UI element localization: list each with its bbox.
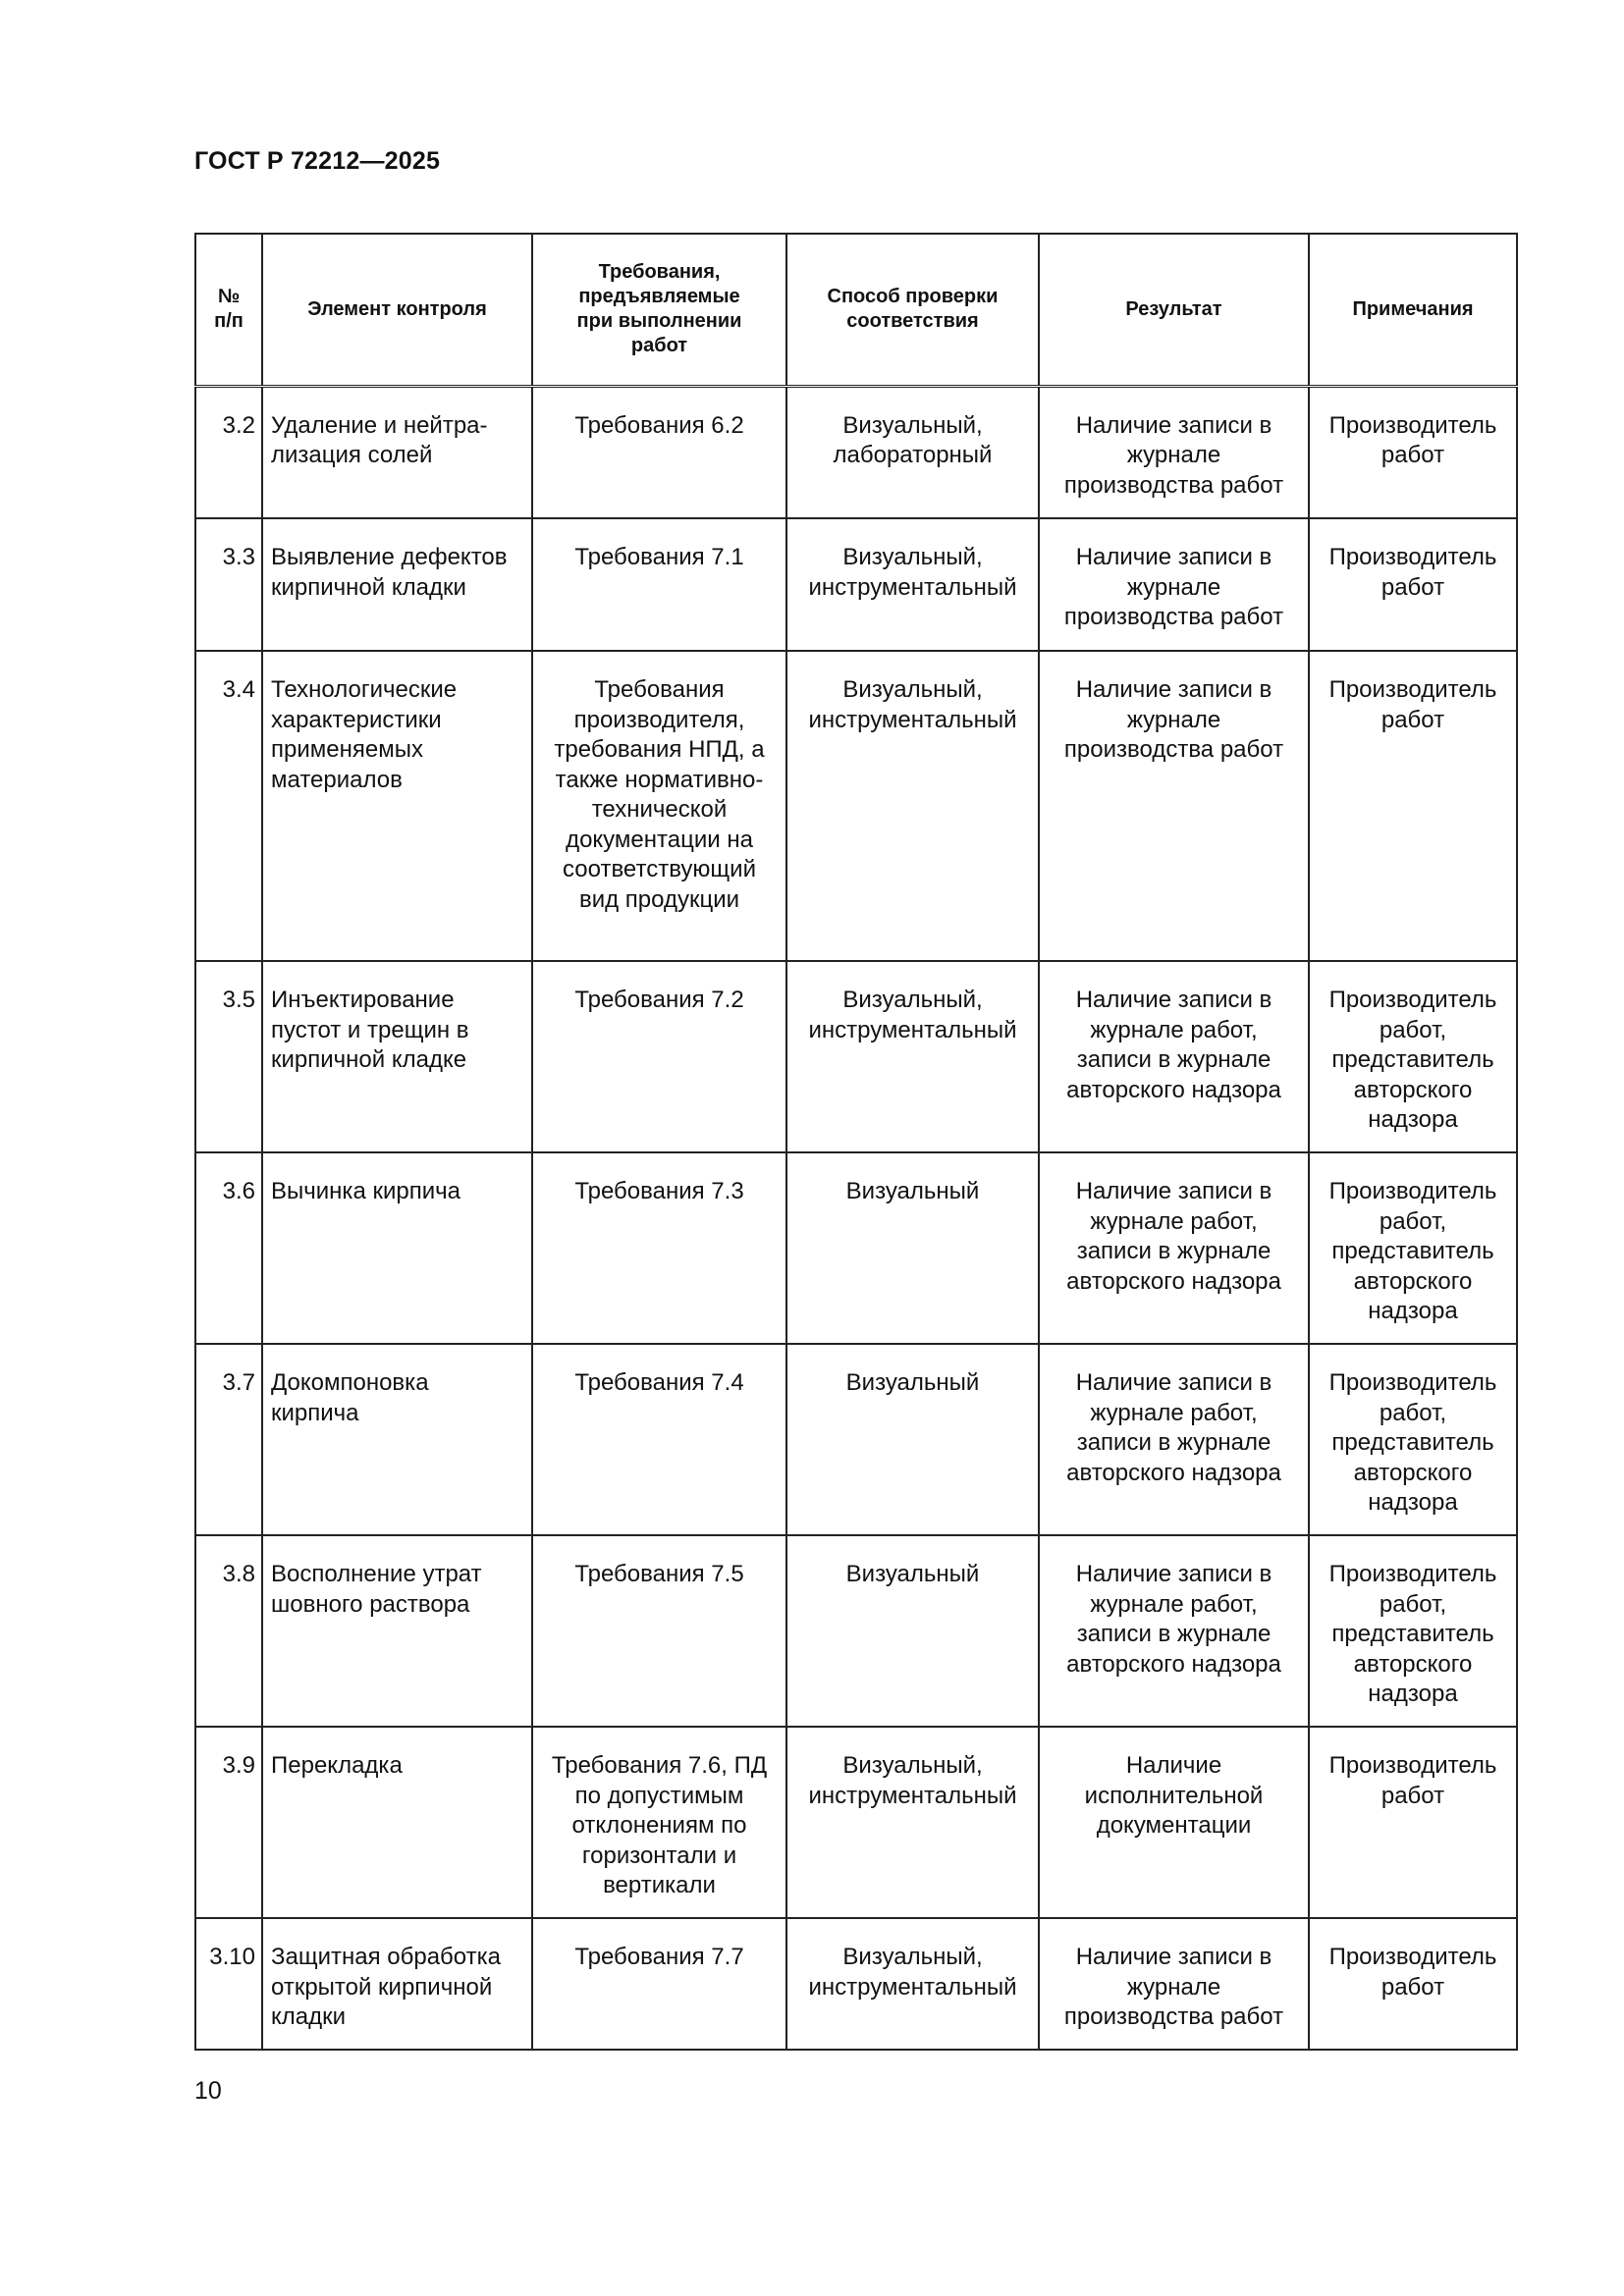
result-cell (1039, 1344, 1309, 1535)
result-cell (1039, 386, 1309, 518)
document-header: ГОСТ Р 72212—2025 (194, 147, 441, 175)
element-text: Вычинка кирпича (271, 1178, 460, 1204)
column-header-requirements: Требования, предъявляемые при выполнении работ (532, 234, 786, 386)
element-cell (262, 386, 532, 518)
element-cell (262, 1344, 532, 1535)
element-text: Выявление дефектов кирпичной кладки (271, 544, 508, 601)
table-row (195, 651, 1517, 961)
element-cell (262, 1535, 532, 1727)
requirements-cell (532, 386, 786, 518)
requirements-text: Требования 7.6, ПД по допустимым отклонениям по горизонтали и вертикали (551, 1752, 768, 1898)
row-number: 3.8 (222, 1561, 255, 1587)
element-text: Докомпоновка кирпича (271, 1369, 429, 1426)
result-text: Наличие записи в журнале работ, записи в журнале авторского надзора (1066, 1369, 1281, 1486)
element-cell (262, 1727, 532, 1918)
method-text: Визуальный, инструментальный (808, 676, 1017, 733)
notes-cell (1309, 1918, 1517, 2050)
method-cell (786, 1727, 1039, 1918)
method-text: Визуальный, инструментальный (808, 544, 1017, 601)
method-cell (786, 1344, 1039, 1535)
notes-cell (1309, 518, 1517, 651)
result-cell (1039, 518, 1309, 651)
method-cell (786, 386, 1039, 518)
row-number: 3.10 (209, 1944, 255, 1970)
method-cell (786, 1152, 1039, 1344)
requirements-cell (532, 961, 786, 1152)
requirements-cell (532, 651, 786, 961)
table-row (195, 1535, 1517, 1727)
requirements-cell (532, 518, 786, 651)
requirements-text: Требования 7.2 (574, 987, 744, 1013)
table-header-row (195, 234, 1517, 386)
table-row (195, 1344, 1517, 1535)
result-text: Наличие записи в журнале производства работ (1063, 411, 1284, 499)
row-number-cell (195, 518, 262, 651)
result-text: Наличие записи в журнале производства работ (1063, 1944, 1284, 2030)
requirements-cell (532, 1344, 786, 1535)
notes-cell (1309, 386, 1517, 518)
column-header-method: Способ проверки соответствия (786, 234, 1039, 386)
method-text: Визуальный, инструментальный (808, 987, 1017, 1043)
element-cell (262, 1152, 532, 1344)
element-text: Перекладка (271, 1752, 403, 1779)
notes-text: Производитель работ (1328, 544, 1497, 601)
method-cell (786, 651, 1039, 961)
element-text: Удаление и нейтра-лизация солей (271, 411, 488, 468)
notes-text: Производитель работ (1328, 1752, 1497, 1809)
method-cell (786, 961, 1039, 1152)
row-number-cell (195, 1344, 262, 1535)
row-number: 3.6 (222, 1178, 255, 1204)
requirements-text: Требования 7.7 (574, 1944, 744, 1970)
row-number: 3.5 (222, 987, 255, 1013)
requirements-text: Требования 7.3 (574, 1178, 744, 1204)
result-text: Наличие записи в журнале работ, записи в журнале авторского надзора (1066, 1561, 1281, 1678)
result-text: Наличие записи в журнале работ, записи в журнале авторского надзора (1066, 1178, 1281, 1295)
requirements-text: Требования 7.1 (574, 544, 744, 570)
notes-cell (1309, 651, 1517, 961)
table-row (195, 518, 1517, 651)
result-cell (1039, 1727, 1309, 1918)
element-text: Инъектирование пустот и трещин в кирпичной кладке (271, 987, 469, 1073)
row-number-cell (195, 1727, 262, 1918)
requirements-cell (532, 1535, 786, 1727)
result-cell (1039, 1918, 1309, 2050)
element-text: Технологические характеристики применяемых материалов (271, 676, 458, 793)
column-header-number: № п/п (195, 234, 262, 386)
notes-text: Производитель работ, представитель авторского надзора (1328, 1178, 1497, 1324)
requirements-text: Требования 6.2 (574, 411, 744, 439)
notes-cell (1309, 1344, 1517, 1535)
table-row (195, 1918, 1517, 2050)
notes-cell (1309, 961, 1517, 1152)
method-cell (786, 518, 1039, 651)
row-number-cell (195, 1152, 262, 1344)
row-number: 3.7 (222, 1369, 255, 1396)
element-cell (262, 961, 532, 1152)
row-number-cell (195, 1535, 262, 1727)
notes-text: Производитель работ, представитель авторского надзора (1328, 1369, 1497, 1516)
notes-cell (1309, 1152, 1517, 1344)
row-number: 3.2 (222, 411, 255, 439)
element-text: Защитная обработка открытой кирпичной кладки (271, 1944, 501, 2030)
notes-text: Производитель работ (1328, 411, 1497, 468)
method-cell (786, 1918, 1039, 2050)
table-row (195, 1152, 1517, 1344)
row-number-cell (195, 651, 262, 961)
row-number-cell (195, 386, 262, 518)
row-number: 3.4 (222, 676, 255, 703)
row-number-cell (195, 1918, 262, 2050)
result-cell (1039, 651, 1309, 961)
result-cell (1039, 1535, 1309, 1727)
element-text: Восполнение утрат шовного раствора (271, 1561, 482, 1618)
column-header-result: Результат (1039, 234, 1309, 386)
result-text: Наличие записи в журнале производства работ (1063, 676, 1284, 763)
notes-text: Производитель работ, представитель авторского надзора (1328, 987, 1497, 1133)
notes-text: Производитель работ, представитель авторского надзора (1328, 1561, 1497, 1707)
requirements-text: Требования 7.5 (574, 1561, 744, 1587)
method-text: Визуальный, лабораторный (833, 411, 993, 468)
method-text: Визуальный, инструментальный (808, 1944, 1017, 2001)
table-row (195, 961, 1517, 1152)
page-number: 10 (194, 2077, 222, 2105)
requirements-text: Требования производителя, требования НПД, а также нормативно-технической документации на соответствующий вид продукции (554, 676, 765, 913)
element-cell (262, 651, 532, 961)
column-header-element: Элемент контроля (262, 234, 532, 386)
table-row (195, 1727, 1517, 1918)
notes-text: Производитель работ (1328, 676, 1497, 733)
element-cell (262, 1918, 532, 2050)
element-cell (262, 518, 532, 651)
notes-cell (1309, 1727, 1517, 1918)
method-text: Визуальный (845, 1178, 980, 1204)
column-header-notes: Примечания (1309, 234, 1517, 386)
result-cell (1039, 961, 1309, 1152)
requirements-text: Требования 7.4 (574, 1369, 744, 1396)
result-text: Наличие записи в журнале работ, записи в журнале авторского надзора (1066, 987, 1281, 1103)
notes-cell (1309, 1535, 1517, 1727)
requirements-cell (532, 1152, 786, 1344)
control-table (194, 233, 1518, 2051)
requirements-cell (532, 1727, 786, 1918)
method-text: Визуальный (845, 1369, 980, 1396)
result-text: Наличие записи в журнале производства работ (1063, 544, 1284, 630)
result-text: Наличие исполнительной документации (1084, 1752, 1264, 1839)
requirements-cell (532, 1918, 786, 2050)
row-number: 3.3 (222, 544, 255, 570)
row-number-cell (195, 961, 262, 1152)
method-text: Визуальный (845, 1561, 980, 1587)
method-text: Визуальный, инструментальный (808, 1752, 1017, 1809)
table-row (195, 386, 1517, 518)
method-cell (786, 1535, 1039, 1727)
notes-text: Производитель работ (1328, 1944, 1497, 2001)
result-cell (1039, 1152, 1309, 1344)
row-number: 3.9 (222, 1752, 255, 1779)
